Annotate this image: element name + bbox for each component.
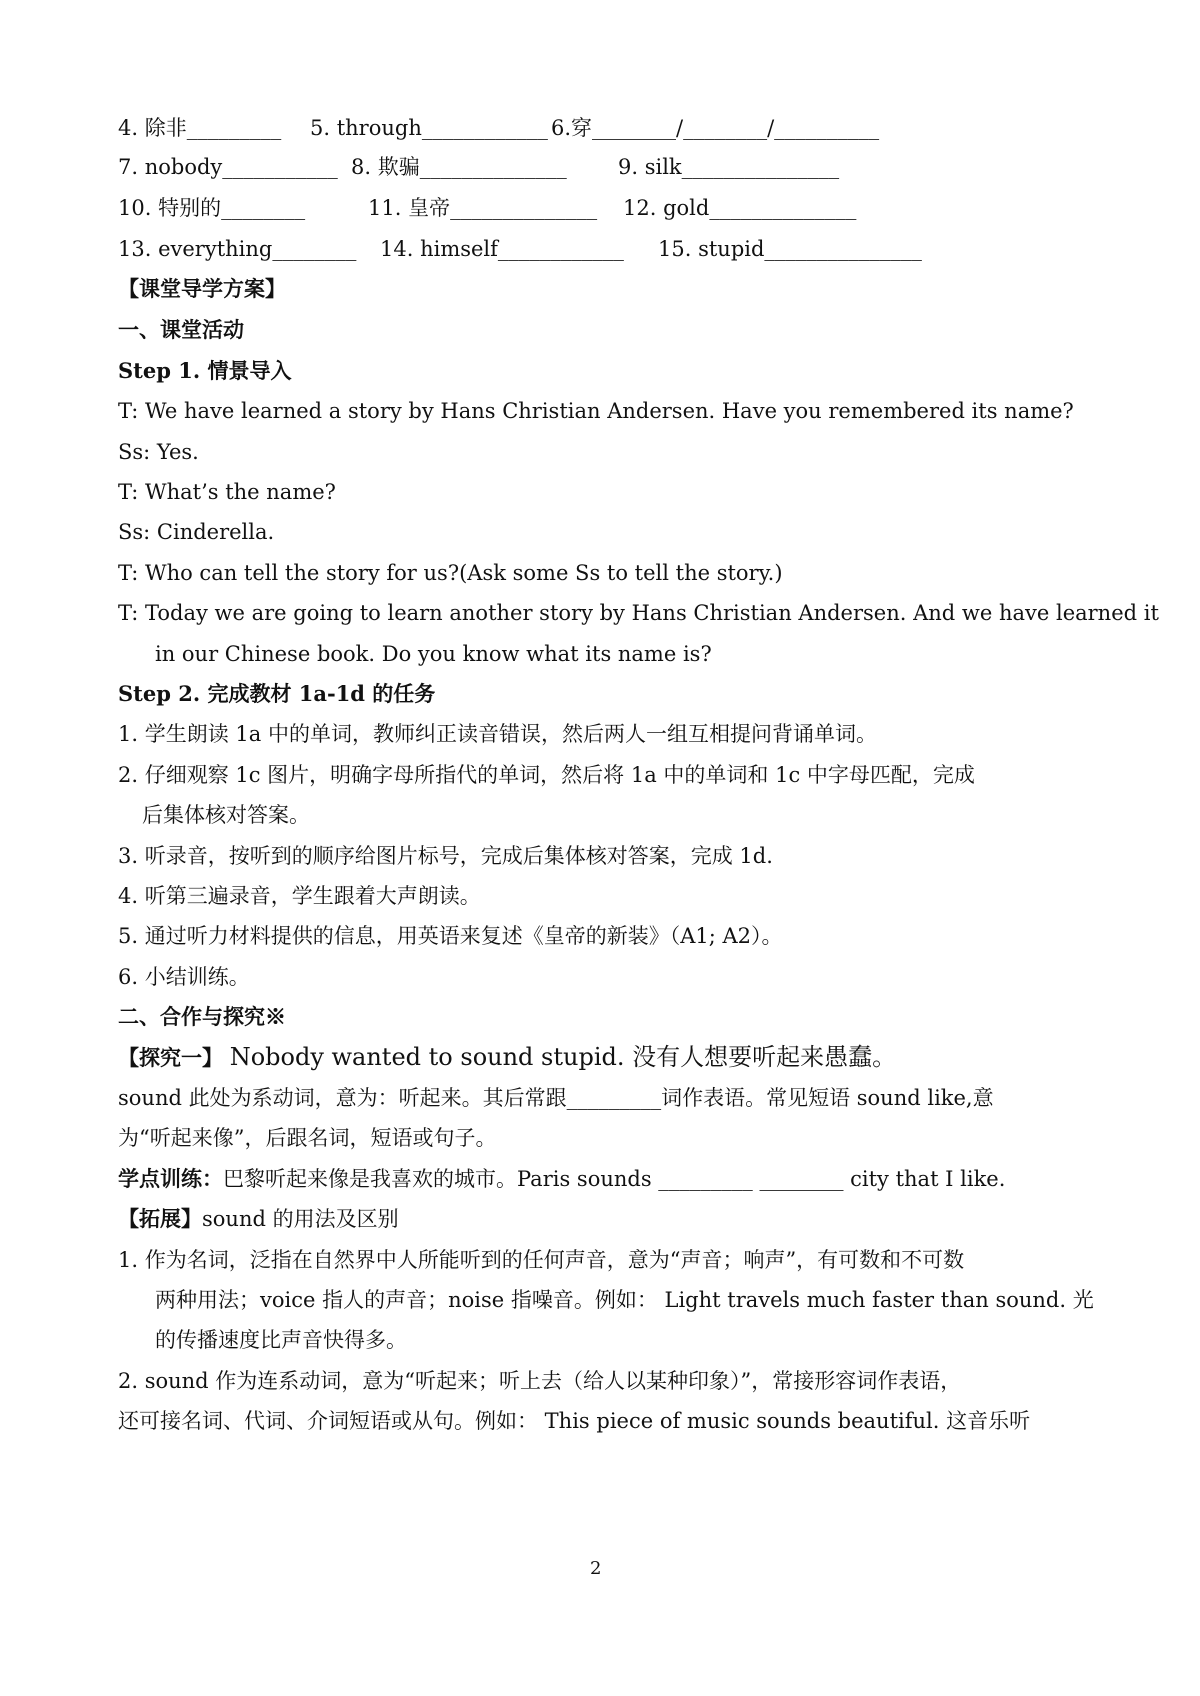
explore1-label: 【探究一】 (118, 1045, 223, 1070)
practice-label: 学点训练： (118, 1166, 223, 1191)
extend-item: 还可接名词、代词、介词短语或从句。例如： This piece of music sounds beautiful. 这音乐听 (118, 1409, 1031, 1433)
vocab-item: 10. 特别的________ (118, 196, 306, 220)
dialog-line: Ss: Cinderella. (118, 520, 275, 544)
vocab-item: 5. through____________ (310, 116, 548, 140)
vocab-item: 7. nobody___________ (118, 155, 338, 179)
extend-item: 1. 作为名词，泛指在自然界中人所能听到的任何声音，意为“声音；响声”，有可数和不可数 (118, 1248, 965, 1272)
extend-label: 【拓展】 (118, 1206, 202, 1231)
dialog-line: T: Who can tell the story for us?(Ask some Ss to tell the story.) (118, 561, 783, 585)
extend-item: 2. sound 作为连系动词，意为“听起来；听上去（给人以某种印象）”，常接形容词作表语， (118, 1369, 962, 1393)
part2-title: 二、合作与探究※ (118, 1004, 286, 1029)
sound-note: 为“听起来像”，后跟名词，短语或句子。 (118, 1126, 497, 1150)
vocab-item: 15. stupid_______________ (658, 237, 922, 261)
vocab-item: 11. 皇帝______________ (368, 196, 598, 220)
extend-item: 的传播速度比声音快得多。 (155, 1328, 407, 1352)
step2-item: 2. 仔细观察 1c 图片，明确字母所指代的单词，然后将 1a 中的单词和 1c 中字母匹配，完成 (118, 763, 975, 787)
practice-text: 巴黎听起来像是我喜欢的城市。Paris sounds _________ ________ city that I like. (223, 1167, 1006, 1191)
step2-title: Step 2. 完成教材 1a-1d 的任务 (118, 681, 436, 706)
dialog-line: in our Chinese book. Do you know what its name is? (155, 642, 712, 666)
extend (118, 1204, 1098, 1234)
vocab-item: 8. 欺骗______________ (351, 155, 567, 179)
vocab-item: 6.穿________/________/__________ (551, 116, 880, 140)
step2-item: 4. 听第三遍录音，学生跟着大声朗读。 (118, 884, 481, 908)
step2-item: 后集体核对答案。 (142, 803, 310, 827)
part1-title: 一、课堂活动 (118, 317, 244, 342)
dialog-line: T: Today we are going to learn another story by Hans Christian Andersen. And we have learned it (118, 601, 1159, 625)
section-title: 【课堂导学方案】 (118, 276, 286, 301)
dialog-line: T: We have learned a story by Hans Christian Andersen. Have you remembered its name? (118, 399, 1074, 423)
extend-item: 两种用法；voice 指人的声音；noise 指噪音。例如： Light travels much faster than sound. 光 (155, 1288, 1094, 1312)
vocab-item: 13. everything________ (118, 237, 357, 261)
explore1-text: Nobody wanted to sound stupid. 没有人想要听起来愚蠢。 (229, 1043, 897, 1071)
step2-item: 1. 学生朗读 1a 中的单词，教师纠正读音错误，然后两人一组互相提问背诵单词。 (118, 722, 877, 746)
extend-text: sound 的用法及区别 (202, 1207, 399, 1231)
dialog-line: T: What’s the name? (118, 480, 336, 504)
dialog-line: Ss: Yes. (118, 440, 199, 464)
step2-item: 5. 通过听力材料提供的信息，用英语来复述《皇帝的新装》（A1; A2）。 (118, 924, 783, 948)
explore1 (118, 1042, 1098, 1073)
sound-note: sound 此处为系动词，意为：听起来。其后常跟_________词作表语。常见短语 sound like,意 (118, 1086, 994, 1110)
vocab-item: 12. gold______________ (623, 196, 857, 220)
step2-item: 6. 小结训练。 (118, 965, 250, 989)
vocab-item: 4. 除非_________ (118, 116, 282, 140)
page-number: 2 (590, 1558, 602, 1579)
vocab-item: 14. himself____________ (380, 237, 624, 261)
vocab-item: 9. silk_______________ (618, 155, 840, 179)
practice (118, 1164, 1098, 1194)
step1-title: Step 1. 情景导入 (118, 358, 292, 383)
step2-item: 3. 听录音，按听到的顺序给图片标号，完成后集体核对答案，完成 1d. (118, 844, 773, 868)
